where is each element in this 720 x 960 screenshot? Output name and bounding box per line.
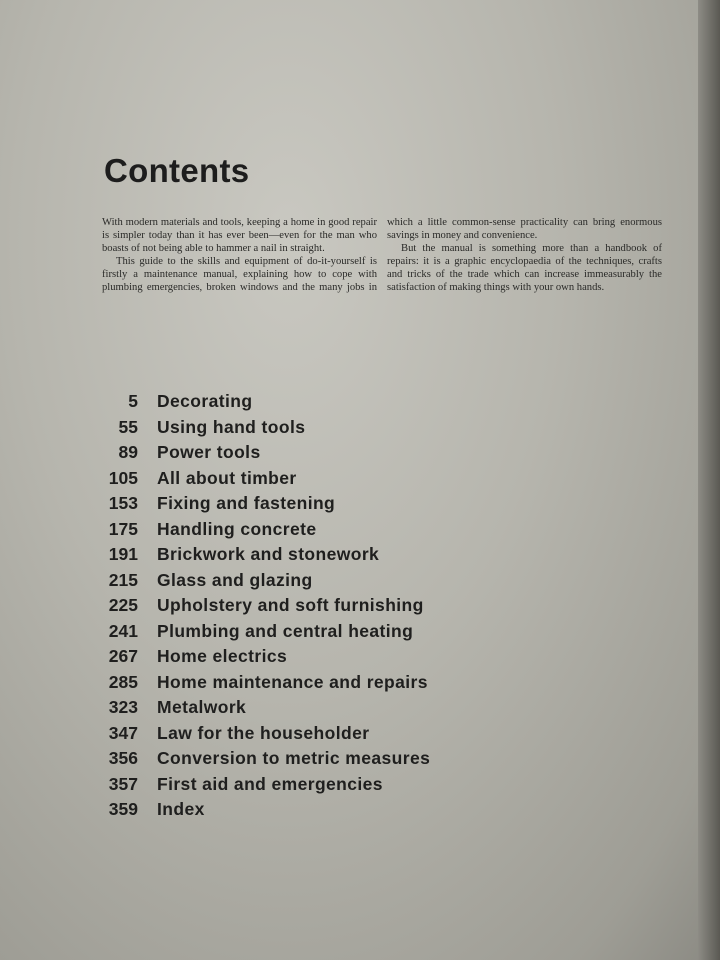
entry-title: Index <box>157 799 205 819</box>
entry-title: Plumbing and central heating <box>157 620 414 641</box>
entry-page-number: 5 <box>128 391 138 411</box>
contents-entry <box>98 491 430 517</box>
entry-page-number: 89 <box>118 442 138 462</box>
contents-list <box>98 389 430 823</box>
entry-title: Decorating <box>157 391 253 411</box>
entry-page-number: 323 <box>108 697 138 717</box>
entry-title: Home maintenance and repairs <box>157 671 428 692</box>
intro-paragraph: This guide to the skills and equipment of do-it-yourself is firstly a maintenance manual, explaining how to cope with plumbing emergencies, broken windows and the many jobs in which a little common-sense practicality can bring enormous savings in money and convenience. <box>102 217 662 294</box>
contents-entry <box>98 593 430 619</box>
entry-title: Law for the householder <box>157 722 370 743</box>
entry-page-number: 105 <box>108 467 138 488</box>
entry-title: First aid and emergencies <box>157 773 383 794</box>
entry-title: All about timber <box>157 467 297 488</box>
entry-title: Handling concrete <box>157 518 317 539</box>
entry-page-number: 241 <box>108 620 138 641</box>
contents-entry <box>98 772 430 798</box>
entry-page-number: 359 <box>108 799 138 819</box>
entry-page-number: 215 <box>108 569 138 590</box>
page-title: Contents <box>104 152 250 189</box>
entry-page-number: 347 <box>108 722 138 743</box>
entry-page-number: 285 <box>108 671 138 692</box>
entry-page-number: 267 <box>108 646 138 666</box>
contents-entry <box>98 619 430 645</box>
contents-entry <box>98 746 430 772</box>
entry-page-number: 153 <box>108 493 138 513</box>
contents-entry <box>98 542 430 568</box>
contents-entry <box>98 721 430 747</box>
contents-entry <box>98 568 430 594</box>
entry-title: Fixing and fastening <box>157 493 336 513</box>
contents-entry <box>98 644 430 670</box>
contents-entry <box>98 415 430 441</box>
entry-page-number: 191 <box>108 544 138 564</box>
entry-page-number: 357 <box>108 773 138 794</box>
intro-paragraph: With modern materials and tools, keeping a home in good repair is simpler today than it has ever been—even for the man who boasts of not being able to hammer a nail in straight. <box>102 217 377 255</box>
entry-title: Home electrics <box>157 646 288 666</box>
entry-page-number: 356 <box>108 748 138 768</box>
contents-entry <box>98 797 430 823</box>
entry-title: Upholstery and soft furnishing <box>157 595 424 615</box>
contents-entry <box>98 517 430 543</box>
contents-entry <box>98 440 430 466</box>
contents-entry <box>98 389 430 415</box>
contents-entry <box>98 695 430 721</box>
entry-page-number: 225 <box>108 595 138 615</box>
page-edge-shadow <box>698 0 720 960</box>
entry-title: Brickwork and stonework <box>157 544 380 564</box>
entry-title: Using hand tools <box>157 416 306 437</box>
intro-text <box>102 216 662 295</box>
entry-title: Metalwork <box>157 697 247 717</box>
entry-title: Power tools <box>157 442 261 462</box>
entry-title: Conversion to metric measures <box>157 748 431 768</box>
entry-title: Glass and glazing <box>157 569 313 590</box>
contents-entry <box>98 466 430 492</box>
entry-page-number: 175 <box>108 518 138 539</box>
contents-entry <box>98 670 430 696</box>
intro-paragraph: But the manual is something more than a handbook of repairs: it is a graphic encyclopaedia of the techniques, crafts and tricks of the trade which can increase immeasurably the satisfaction of making things with your own hands. <box>387 243 662 294</box>
entry-page-number: 55 <box>118 416 138 437</box>
